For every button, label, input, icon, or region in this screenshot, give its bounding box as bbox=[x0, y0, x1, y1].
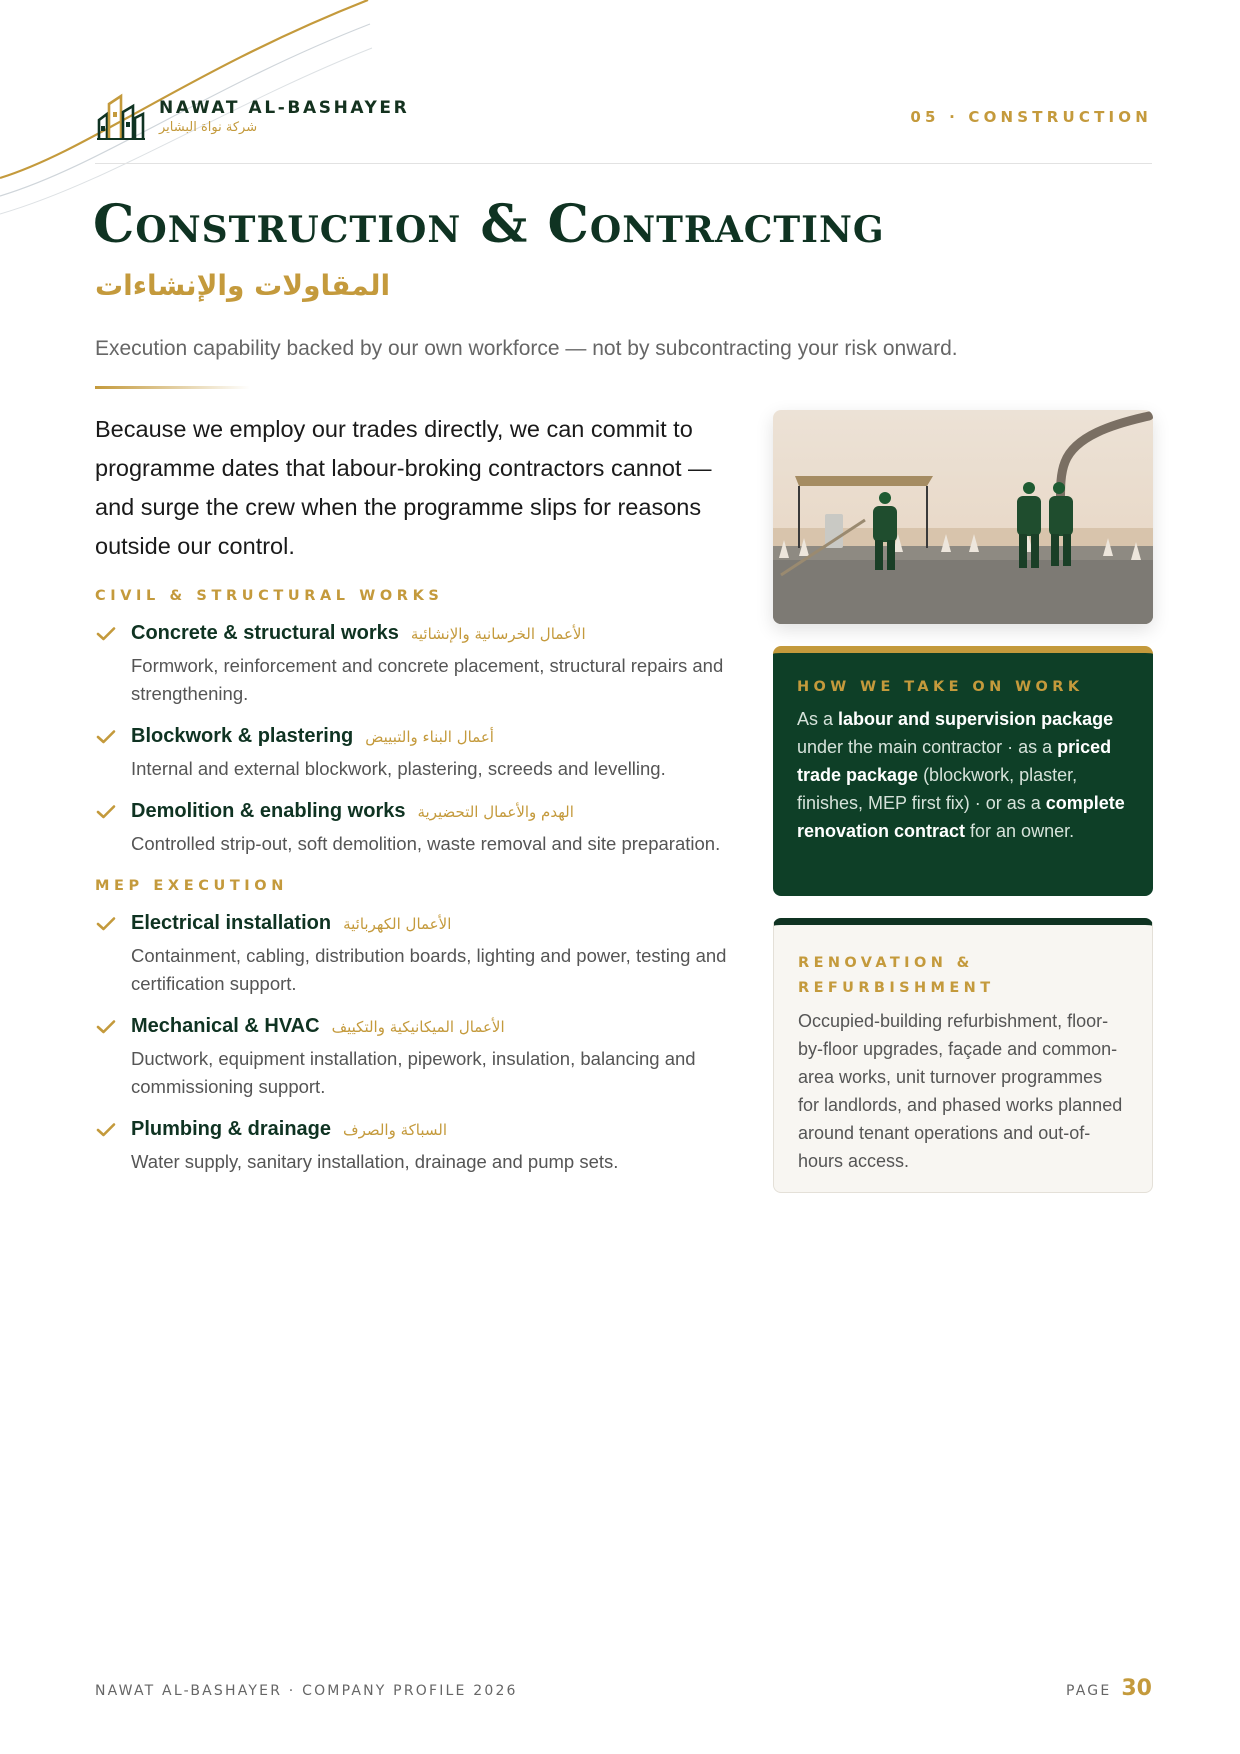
service-title-arabic: أعمال البناء والتبييض bbox=[365, 728, 494, 746]
category-heading-civil: CIVIL & STRUCTURAL WORKS bbox=[95, 588, 444, 604]
service-item-electrical bbox=[95, 912, 735, 998]
service-title: Plumbing & drainage bbox=[131, 1118, 332, 1140]
service-title: Concrete & structural works bbox=[131, 622, 399, 644]
check-icon bbox=[96, 729, 116, 745]
page-number-block bbox=[1066, 1676, 1152, 1701]
how-we-take-on-work-card bbox=[773, 646, 1153, 896]
service-item-hvac bbox=[95, 1015, 735, 1101]
check-icon bbox=[96, 916, 116, 932]
renovation-card bbox=[773, 918, 1153, 1193]
service-item-demolition bbox=[95, 800, 735, 858]
service-title: Electrical installation bbox=[131, 912, 332, 934]
service-title-arabic: السباكة والصرف bbox=[343, 1121, 448, 1139]
brand-logo bbox=[95, 92, 409, 142]
service-title: Demolition & enabling works bbox=[131, 800, 406, 822]
service-title-arabic: الهدم والأعمال التحضيرية bbox=[417, 803, 574, 821]
service-title-arabic: الأعمال الميكانيكية والتكييف bbox=[331, 1018, 505, 1036]
service-description: Formwork, reinforcement and concrete placement, structural repairs and strengthening. bbox=[131, 655, 724, 704]
page-label: PAGE bbox=[1066, 1683, 1112, 1699]
brand-name: NAWAT AL-BASHAYER bbox=[159, 98, 410, 118]
service-description: Controlled strip-out, soft demolition, waste removal and site preparation. bbox=[131, 833, 721, 854]
intro-paragraph: Because we employ our trades directly, we can commit to programme dates that labour-broking contractors cannot — and surge the crew when the programme slips for reasons outside our control. bbox=[95, 416, 712, 559]
page-title: Construction & Contracting bbox=[93, 194, 885, 255]
check-icon bbox=[96, 1019, 116, 1035]
page-number: 30 bbox=[1121, 1676, 1152, 1701]
check-icon bbox=[96, 626, 116, 642]
service-item-blockwork bbox=[95, 725, 735, 783]
card-label: RENOVATION & REFURBISHMENT bbox=[798, 955, 995, 996]
brand-name-arabic: شركة نواة البشاير bbox=[159, 120, 258, 135]
card-body: Occupied-building refurbishment, floor-by-floor upgrades, façade and common-area works, unit turnover programmes for landlords, and phased works planned around tenant operations and out-of-hours access. bbox=[798, 1011, 1123, 1171]
service-title: Blockwork & plastering bbox=[131, 725, 354, 747]
check-icon bbox=[96, 1122, 116, 1138]
service-description: Ductwork, equipment installation, pipework, insulation, balancing and commissioning support. bbox=[131, 1048, 696, 1097]
service-title: Mechanical & HVAC bbox=[131, 1015, 320, 1037]
service-description: Water supply, sanitary installation, drainage and pump sets. bbox=[131, 1151, 619, 1172]
building-logo-icon bbox=[95, 92, 147, 142]
header-divider bbox=[95, 163, 1152, 164]
services-column bbox=[95, 410, 735, 1176]
card-body: As a labour and supervision package under the main contractor · as a priced trade package (blockwork, plaster, finishes, MEP first fix) · or as a complete renovation contract for an owner. bbox=[797, 709, 1125, 841]
category-heading-mep: MEP EXECUTION bbox=[95, 878, 288, 894]
page-lede: Execution capability backed by our own workforce — not by subcontracting your risk onward. bbox=[95, 337, 958, 360]
service-title-arabic: الأعمال الخرسانية والإنشائية bbox=[410, 625, 586, 643]
section-tag: 05 · CONSTRUCTION bbox=[910, 108, 1152, 126]
service-title-arabic: الأعمال الكهربائية bbox=[343, 915, 452, 933]
service-description: Internal and external blockwork, plastering, screeds and levelling. bbox=[131, 758, 666, 779]
check-icon bbox=[96, 804, 116, 820]
site-photo bbox=[773, 410, 1153, 624]
page-title-arabic: المقاولات والإنشاءات bbox=[95, 269, 391, 302]
gold-accent-rule bbox=[95, 386, 250, 389]
footer-text: NAWAT AL-BASHAYER · COMPANY PROFILE 2026 bbox=[95, 1683, 518, 1699]
service-item-concrete bbox=[95, 622, 735, 708]
service-item-plumbing bbox=[95, 1118, 735, 1176]
card-label: HOW WE TAKE ON WORK bbox=[797, 679, 1084, 695]
service-description: Containment, cabling, distribution boards, lighting and power, testing and certification support. bbox=[131, 945, 727, 994]
